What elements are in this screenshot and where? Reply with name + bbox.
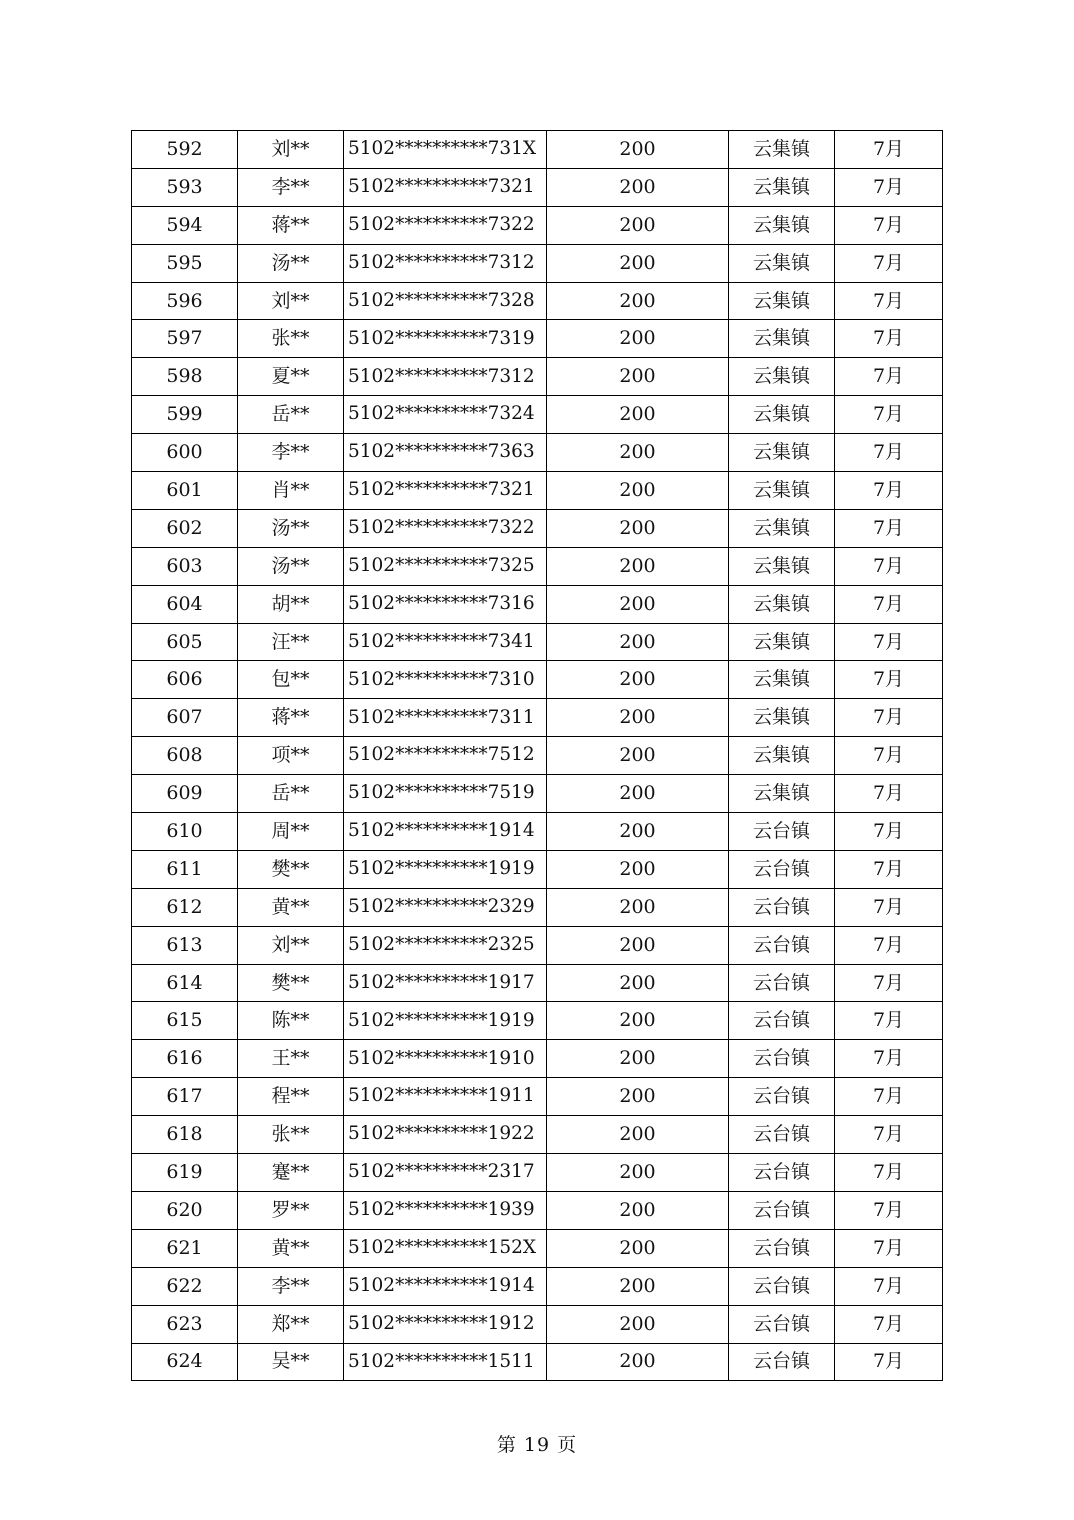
serial-number-cell: 595 — [132, 244, 238, 282]
name-cell: 汪** — [238, 623, 344, 661]
id-number-cell: 5102**********7519 — [344, 775, 547, 813]
name-cell: 肖** — [238, 472, 344, 510]
id-number-cell: 5102**********1912 — [344, 1305, 547, 1343]
amount-cell: 200 — [547, 1040, 729, 1078]
serial-number-cell: 592 — [132, 131, 238, 169]
amount-cell: 200 — [547, 509, 729, 547]
amount-cell: 200 — [547, 131, 729, 169]
month-cell: 7月 — [835, 396, 943, 434]
serial-number-cell: 615 — [132, 1002, 238, 1040]
table-row — [132, 964, 943, 1002]
amount-cell: 200 — [547, 926, 729, 964]
town-cell: 云台镇 — [729, 813, 835, 851]
id-number-cell: 5102**********7310 — [344, 661, 547, 699]
amount-cell: 200 — [547, 1002, 729, 1040]
town-cell: 云集镇 — [729, 623, 835, 661]
table-row — [132, 358, 943, 396]
serial-number-cell: 614 — [132, 964, 238, 1002]
town-cell: 云集镇 — [729, 282, 835, 320]
id-number-cell: 5102**********7322 — [344, 509, 547, 547]
town-cell: 云集镇 — [729, 699, 835, 737]
name-cell: 张** — [238, 320, 344, 358]
amount-cell: 200 — [547, 850, 729, 888]
serial-number-cell: 623 — [132, 1305, 238, 1343]
town-cell: 云集镇 — [729, 547, 835, 585]
page-number: 第 19 页 — [496, 1434, 578, 1456]
table-row — [132, 282, 943, 320]
amount-cell: 200 — [547, 775, 729, 813]
month-cell: 7月 — [835, 850, 943, 888]
serial-number-cell: 611 — [132, 850, 238, 888]
name-cell: 岳** — [238, 775, 344, 813]
amount-cell: 200 — [547, 1267, 729, 1305]
amount-cell: 200 — [547, 699, 729, 737]
amount-cell: 200 — [547, 964, 729, 1002]
table-row — [132, 547, 943, 585]
name-cell: 黄** — [238, 888, 344, 926]
name-cell: 夏** — [238, 358, 344, 396]
table-row — [132, 396, 943, 434]
serial-number-cell: 624 — [132, 1343, 238, 1381]
month-cell: 7月 — [835, 1229, 943, 1267]
id-number-cell: 5102**********152X — [344, 1229, 547, 1267]
id-number-cell: 5102**********7341 — [344, 623, 547, 661]
name-cell: 项** — [238, 737, 344, 775]
month-cell: 7月 — [835, 888, 943, 926]
name-cell: 汤** — [238, 547, 344, 585]
table-row — [132, 850, 943, 888]
serial-number-cell: 619 — [132, 1154, 238, 1192]
serial-number-cell: 613 — [132, 926, 238, 964]
town-cell: 云集镇 — [729, 168, 835, 206]
town-cell: 云集镇 — [729, 434, 835, 472]
name-cell: 胡** — [238, 585, 344, 623]
name-cell: 郑** — [238, 1305, 344, 1343]
name-cell: 黄** — [238, 1229, 344, 1267]
month-cell: 7月 — [835, 131, 943, 169]
month-cell: 7月 — [835, 737, 943, 775]
serial-number-cell: 620 — [132, 1191, 238, 1229]
amount-cell: 200 — [547, 1116, 729, 1154]
town-cell: 云台镇 — [729, 1116, 835, 1154]
amount-cell: 200 — [547, 1154, 729, 1192]
month-cell: 7月 — [835, 1191, 943, 1229]
amount-cell: 200 — [547, 547, 729, 585]
table-row — [132, 623, 943, 661]
name-cell: 李** — [238, 1267, 344, 1305]
id-number-cell: 5102**********7319 — [344, 320, 547, 358]
name-cell: 罗** — [238, 1191, 344, 1229]
id-number-cell: 5102**********1911 — [344, 1078, 547, 1116]
town-cell: 云集镇 — [729, 358, 835, 396]
table-row — [132, 1343, 943, 1381]
id-number-cell: 5102**********2329 — [344, 888, 547, 926]
roster-table-body — [132, 131, 943, 1381]
town-cell: 云集镇 — [729, 206, 835, 244]
table-row — [132, 813, 943, 851]
table-row — [132, 1078, 943, 1116]
town-cell: 云集镇 — [729, 737, 835, 775]
serial-number-cell: 602 — [132, 509, 238, 547]
month-cell: 7月 — [835, 1116, 943, 1154]
id-number-cell: 5102**********1910 — [344, 1040, 547, 1078]
town-cell: 云集镇 — [729, 585, 835, 623]
town-cell: 云集镇 — [729, 131, 835, 169]
name-cell: 王** — [238, 1040, 344, 1078]
name-cell: 李** — [238, 168, 344, 206]
name-cell: 蒋** — [238, 699, 344, 737]
name-cell: 汤** — [238, 244, 344, 282]
id-number-cell: 5102**********7316 — [344, 585, 547, 623]
month-cell: 7月 — [835, 547, 943, 585]
amount-cell: 200 — [547, 396, 729, 434]
table-row — [132, 434, 943, 472]
table-row — [132, 661, 943, 699]
town-cell: 云台镇 — [729, 850, 835, 888]
table-row — [132, 1154, 943, 1192]
month-cell: 7月 — [835, 1154, 943, 1192]
amount-cell: 200 — [547, 282, 729, 320]
serial-number-cell: 612 — [132, 888, 238, 926]
id-number-cell: 5102**********7312 — [344, 358, 547, 396]
serial-number-cell: 600 — [132, 434, 238, 472]
amount-cell: 200 — [547, 1191, 729, 1229]
month-cell: 7月 — [835, 358, 943, 396]
table-row — [132, 775, 943, 813]
amount-cell: 200 — [547, 434, 729, 472]
serial-number-cell: 617 — [132, 1078, 238, 1116]
name-cell: 岳** — [238, 396, 344, 434]
town-cell: 云台镇 — [729, 1229, 835, 1267]
id-number-cell: 5102**********1939 — [344, 1191, 547, 1229]
month-cell: 7月 — [835, 282, 943, 320]
month-cell: 7月 — [835, 775, 943, 813]
id-number-cell: 5102**********7322 — [344, 206, 547, 244]
serial-number-cell: 597 — [132, 320, 238, 358]
month-cell: 7月 — [835, 661, 943, 699]
serial-number-cell: 603 — [132, 547, 238, 585]
table-row — [132, 1229, 943, 1267]
serial-number-cell: 618 — [132, 1116, 238, 1154]
table-row — [132, 926, 943, 964]
month-cell: 7月 — [835, 964, 943, 1002]
amount-cell: 200 — [547, 358, 729, 396]
serial-number-cell: 609 — [132, 775, 238, 813]
amount-cell: 200 — [547, 1078, 729, 1116]
town-cell: 云集镇 — [729, 320, 835, 358]
name-cell: 刘** — [238, 282, 344, 320]
amount-cell: 200 — [547, 244, 729, 282]
month-cell: 7月 — [835, 926, 943, 964]
id-number-cell: 5102**********1511 — [344, 1343, 547, 1381]
roster-table — [131, 130, 943, 1381]
table-row — [132, 1002, 943, 1040]
month-cell: 7月 — [835, 1267, 943, 1305]
id-number-cell: 5102**********7324 — [344, 396, 547, 434]
serial-number-cell: 599 — [132, 396, 238, 434]
town-cell: 云集镇 — [729, 775, 835, 813]
name-cell: 蒋** — [238, 206, 344, 244]
serial-number-cell: 605 — [132, 623, 238, 661]
month-cell: 7月 — [835, 509, 943, 547]
town-cell: 云台镇 — [729, 1343, 835, 1381]
id-number-cell: 5102**********7321 — [344, 472, 547, 510]
id-number-cell: 5102**********7321 — [344, 168, 547, 206]
name-cell: 程** — [238, 1078, 344, 1116]
table-row — [132, 737, 943, 775]
name-cell: 樊** — [238, 850, 344, 888]
id-number-cell: 5102**********1917 — [344, 964, 547, 1002]
month-cell: 7月 — [835, 320, 943, 358]
name-cell: 樊** — [238, 964, 344, 1002]
amount-cell: 200 — [547, 888, 729, 926]
month-cell: 7月 — [835, 1078, 943, 1116]
month-cell: 7月 — [835, 699, 943, 737]
id-number-cell: 5102**********7328 — [344, 282, 547, 320]
town-cell: 云集镇 — [729, 472, 835, 510]
serial-number-cell: 593 — [132, 168, 238, 206]
amount-cell: 200 — [547, 661, 729, 699]
town-cell: 云集镇 — [729, 661, 835, 699]
name-cell: 蹇** — [238, 1154, 344, 1192]
id-number-cell: 5102**********1914 — [344, 1267, 547, 1305]
table-row — [132, 244, 943, 282]
serial-number-cell: 604 — [132, 585, 238, 623]
amount-cell: 200 — [547, 585, 729, 623]
amount-cell: 200 — [547, 472, 729, 510]
name-cell: 周** — [238, 813, 344, 851]
town-cell: 云集镇 — [729, 244, 835, 282]
id-number-cell: 5102**********1914 — [344, 813, 547, 851]
month-cell: 7月 — [835, 472, 943, 510]
id-number-cell: 5102**********1919 — [344, 1002, 547, 1040]
month-cell: 7月 — [835, 585, 943, 623]
name-cell: 张** — [238, 1116, 344, 1154]
id-number-cell: 5102**********7512 — [344, 737, 547, 775]
month-cell: 7月 — [835, 813, 943, 851]
table-row — [132, 509, 943, 547]
month-cell: 7月 — [835, 1305, 943, 1343]
month-cell: 7月 — [835, 1343, 943, 1381]
table-row — [132, 168, 943, 206]
month-cell: 7月 — [835, 1040, 943, 1078]
town-cell: 云台镇 — [729, 888, 835, 926]
table-row — [132, 472, 943, 510]
id-number-cell: 5102**********7363 — [344, 434, 547, 472]
serial-number-cell: 607 — [132, 699, 238, 737]
serial-number-cell: 601 — [132, 472, 238, 510]
amount-cell: 200 — [547, 1305, 729, 1343]
id-number-cell: 5102**********2325 — [344, 926, 547, 964]
table-row — [132, 320, 943, 358]
amount-cell: 200 — [547, 320, 729, 358]
town-cell: 云台镇 — [729, 1154, 835, 1192]
amount-cell: 200 — [547, 813, 729, 851]
town-cell: 云台镇 — [729, 1040, 835, 1078]
table-row — [132, 585, 943, 623]
town-cell: 云台镇 — [729, 964, 835, 1002]
serial-number-cell: 622 — [132, 1267, 238, 1305]
table-row — [132, 888, 943, 926]
month-cell: 7月 — [835, 206, 943, 244]
table-row — [132, 699, 943, 737]
table-row — [132, 1305, 943, 1343]
id-number-cell: 5102**********2317 — [344, 1154, 547, 1192]
month-cell: 7月 — [835, 168, 943, 206]
amount-cell: 200 — [547, 168, 729, 206]
id-number-cell: 5102**********1922 — [344, 1116, 547, 1154]
id-number-cell: 5102**********731X — [344, 131, 547, 169]
serial-number-cell: 606 — [132, 661, 238, 699]
amount-cell: 200 — [547, 737, 729, 775]
month-cell: 7月 — [835, 1002, 943, 1040]
name-cell: 刘** — [238, 131, 344, 169]
name-cell: 汤** — [238, 509, 344, 547]
table-row — [132, 1191, 943, 1229]
town-cell: 云台镇 — [729, 1078, 835, 1116]
serial-number-cell: 610 — [132, 813, 238, 851]
amount-cell: 200 — [547, 623, 729, 661]
id-number-cell: 5102**********7312 — [344, 244, 547, 282]
serial-number-cell: 596 — [132, 282, 238, 320]
amount-cell: 200 — [547, 206, 729, 244]
name-cell: 刘** — [238, 926, 344, 964]
id-number-cell: 5102**********7325 — [344, 547, 547, 585]
town-cell: 云台镇 — [729, 1191, 835, 1229]
serial-number-cell: 608 — [132, 737, 238, 775]
town-cell: 云台镇 — [729, 1267, 835, 1305]
serial-number-cell: 616 — [132, 1040, 238, 1078]
table-row — [132, 206, 943, 244]
name-cell: 包** — [238, 661, 344, 699]
table-row — [132, 1040, 943, 1078]
table-row — [132, 131, 943, 169]
month-cell: 7月 — [835, 434, 943, 472]
id-number-cell: 5102**********7311 — [344, 699, 547, 737]
town-cell: 云集镇 — [729, 509, 835, 547]
name-cell: 李** — [238, 434, 344, 472]
month-cell: 7月 — [835, 623, 943, 661]
name-cell: 吴** — [238, 1343, 344, 1381]
table-row — [132, 1267, 943, 1305]
serial-number-cell: 621 — [132, 1229, 238, 1267]
table-row — [132, 1116, 943, 1154]
id-number-cell: 5102**********1919 — [344, 850, 547, 888]
town-cell: 云集镇 — [729, 396, 835, 434]
serial-number-cell: 598 — [132, 358, 238, 396]
town-cell: 云台镇 — [729, 926, 835, 964]
serial-number-cell: 594 — [132, 206, 238, 244]
month-cell: 7月 — [835, 244, 943, 282]
amount-cell: 200 — [547, 1343, 729, 1381]
amount-cell: 200 — [547, 1229, 729, 1267]
town-cell: 云台镇 — [729, 1002, 835, 1040]
name-cell: 陈** — [238, 1002, 344, 1040]
town-cell: 云台镇 — [729, 1305, 835, 1343]
